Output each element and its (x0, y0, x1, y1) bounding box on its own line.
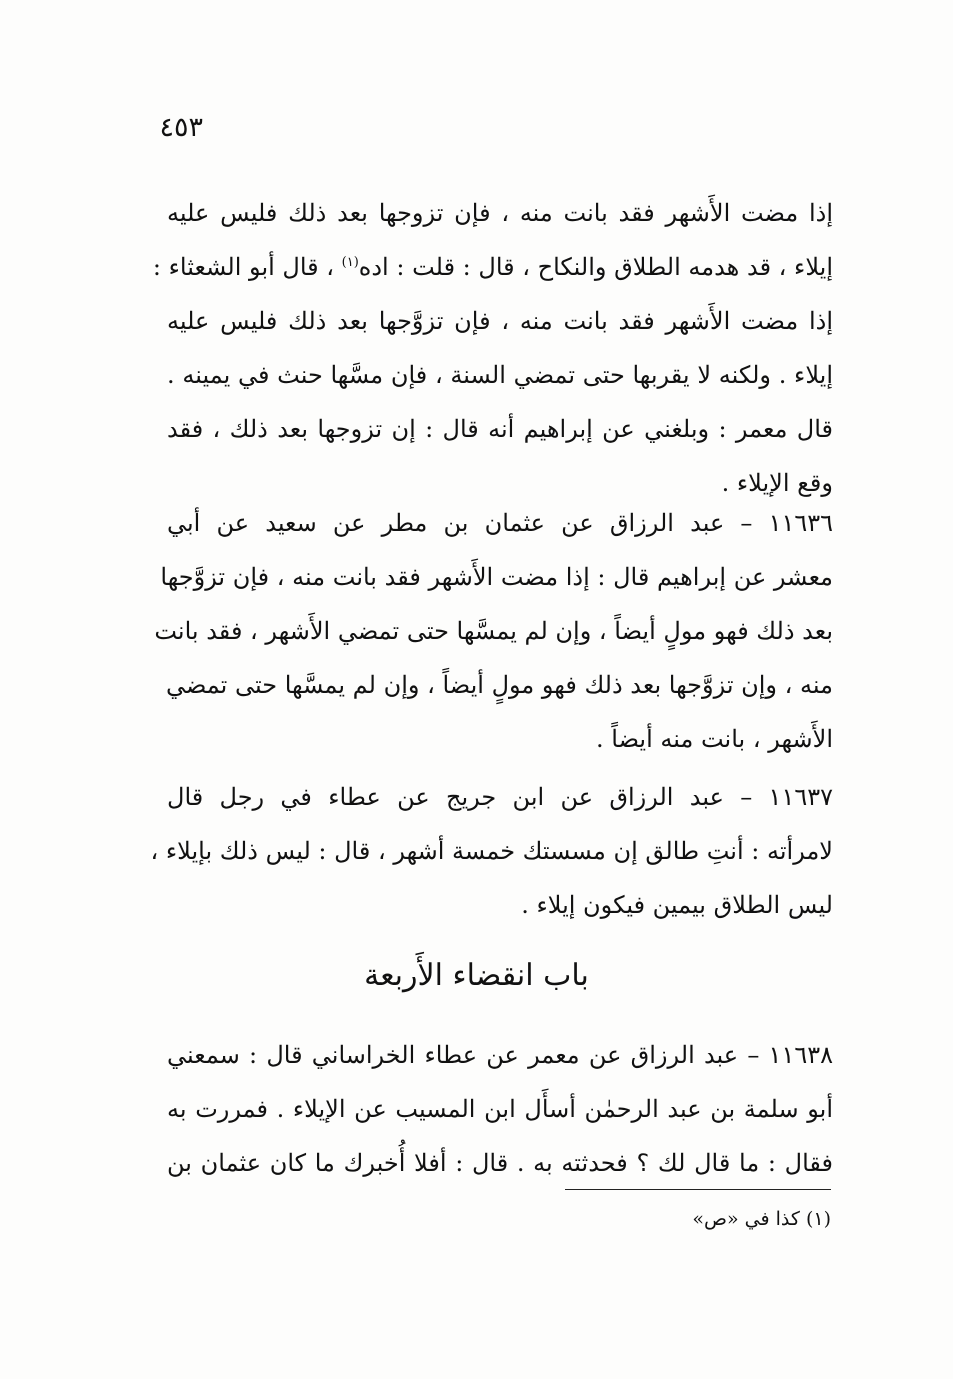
text-line: ١١٦٣٨ – عبد الرزاق عن معمر عن عطاء الخراساني قال : سمعني (167, 1041, 833, 1069)
text-line: معشر عن إبراهيم قال : إذا مضت الأَشهر فقد بانت منه ، فإن تزوَّجها (160, 563, 833, 591)
text-line: وقع الإيلاء . (721, 469, 833, 497)
text-line-part: ، قال أبو الشعثاء : (152, 253, 335, 281)
text-line: إيلاء . ولكنه لا يقربها حتى تمضي السنة ، فإن مسَّها حنث في يمينه . (167, 361, 833, 389)
chapter-heading: باب انقضاء الأَربعة (364, 958, 589, 993)
text-line: بعد ذلك فهو مولٍ أيضاً ، وإن لم يمسَّها حتى تمضي الأَشهر ، فقد بانت (154, 617, 833, 645)
text-line: أبو سلمة بن عبد الرحمٰن أسأَل ابن المسيب عن الإيلاء . فمررت به (167, 1095, 833, 1123)
paragraph-11638 (167, 1028, 833, 1190)
footnote: (١) كذا في «ص» (692, 1208, 831, 1230)
text-line: إذا مضت الأَشهر فقد بانت منه ، فإن تزوَّجها بعد ذلك فليس عليه (167, 307, 833, 335)
footnote-reference: (١) (341, 255, 359, 270)
text-line-part: إيلاء ، قد هدمه الطلاق والنكاح ، قال : قلت : اده (358, 253, 833, 281)
footnote-separator (565, 1189, 831, 1190)
paragraph-11636 (154, 496, 834, 766)
text-line: فقال : ما قال لك ؟ فحدثته به . قال : أفلا أُخبرك ما كان عثمان بن (167, 1149, 833, 1177)
text-line-with-footnote (152, 240, 833, 294)
text-line: ليس الطلاق بيمين فيكون إيلاء . (521, 891, 833, 919)
text-line: ١١٦٣٦ – عبد الرزاق عن عثمان بن مطر عن سعيد عن أبي (167, 509, 834, 537)
text-line: منه ، وإن تزوَّجها بعد ذلك فهو مولٍ أيضاً ، وإن لم يمسَّها حتى تمضي (165, 671, 833, 699)
text-line: ١١٦٣٧ – عبد الرزاق عن ابن جريج عن عطاء في رجل قال (167, 783, 833, 811)
text-line: قال معمر : وبلغني عن إبراهيم أنه قال : إن تزوجها بعد ذلك ، فقد (167, 415, 833, 443)
paragraph-1 (152, 186, 833, 510)
text-line: لامرأته : أنتِ طالق إن مسستك خمسة أشهر ، قال : ليس ذلك بإيلاء ، (150, 837, 833, 865)
text-line: إذا مضت الأَشهر فقد بانت منه ، فإن تزوجها بعد ذلك فليس عليه (167, 199, 833, 227)
text-line: الأَشهر ، بانت منه أيضاً . (596, 725, 833, 753)
paragraph-11637 (150, 770, 833, 932)
page-number: ٤٥٣ (159, 112, 203, 143)
